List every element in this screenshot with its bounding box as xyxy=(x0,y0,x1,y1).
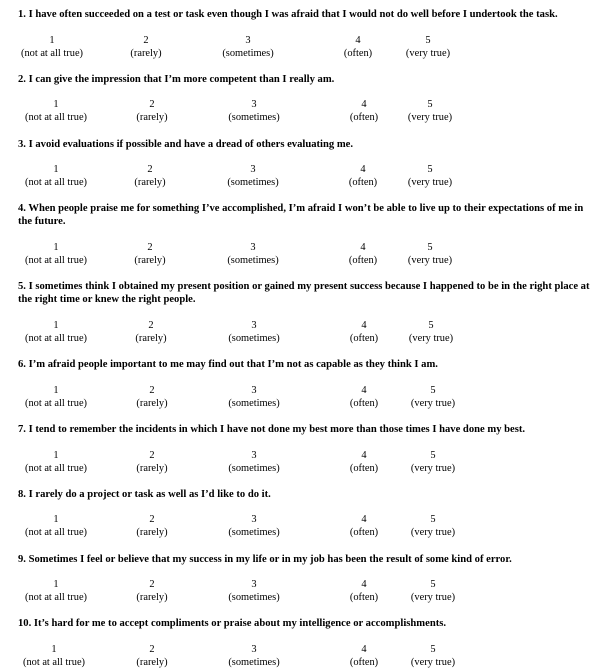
rating-number: 2 xyxy=(147,242,153,253)
question-6: 6. I’m afraid people important to me may find out that I’m not as capable as they think I am. xyxy=(18,359,438,370)
rating-number: 2 xyxy=(147,164,153,175)
rating-label: (not at all true) xyxy=(24,177,88,188)
rating-label: (very true) xyxy=(407,177,453,188)
rating-label: (very true) xyxy=(405,48,451,59)
rating-number: 2 xyxy=(149,385,155,396)
rating-option-4[interactable] xyxy=(350,319,378,345)
rating-option-5[interactable] xyxy=(408,241,452,267)
rating-option-4[interactable] xyxy=(349,163,377,189)
rating-option-5[interactable] xyxy=(411,578,455,604)
rating-scale-6 xyxy=(0,384,607,410)
rating-number: 3 xyxy=(245,35,251,46)
question-8: 8. I rarely do a project or task as well as I’d like to do it. xyxy=(18,489,271,500)
rating-number: 4 xyxy=(361,99,367,110)
rating-number: 3 xyxy=(251,385,257,396)
rating-label: (sometimes) xyxy=(228,592,280,603)
rating-number: 3 xyxy=(251,644,257,655)
rating-label: (sometimes) xyxy=(227,177,279,188)
question-2: 2. I can give the impression that I’m more competent than I really am. xyxy=(18,74,335,85)
rating-number: 3 xyxy=(251,450,257,461)
rating-scale-8 xyxy=(0,513,607,539)
rating-label: (very true) xyxy=(407,255,453,266)
rating-scale-9 xyxy=(0,578,607,604)
rating-number: 4 xyxy=(355,35,361,46)
rating-label: (often) xyxy=(349,592,379,603)
rating-number: 2 xyxy=(149,514,155,525)
rating-scale-1 xyxy=(0,34,607,60)
rating-label: (often) xyxy=(349,657,379,668)
rating-option-5[interactable] xyxy=(406,34,450,60)
rating-number: 4 xyxy=(361,579,367,590)
rating-label: (not at all true) xyxy=(24,398,88,409)
rating-label: (very true) xyxy=(410,592,456,603)
question-3: 3. I avoid evaluations if possible and have a dread of others evaluating me. xyxy=(18,139,354,150)
rating-label: (rarely) xyxy=(136,463,168,474)
rating-option-1[interactable] xyxy=(23,643,85,669)
rating-label: (not at all true) xyxy=(24,255,88,266)
rating-number: 3 xyxy=(251,99,257,110)
rating-option-4[interactable] xyxy=(344,34,372,60)
rating-number: 3 xyxy=(251,320,257,331)
rating-label: (often) xyxy=(348,255,378,266)
rating-label: (often) xyxy=(349,463,379,474)
rating-label: (sometimes) xyxy=(228,112,280,123)
rating-option-1[interactable] xyxy=(25,241,87,267)
rating-label: (very true) xyxy=(410,657,456,668)
rating-option-1[interactable] xyxy=(25,578,87,604)
rating-number: 4 xyxy=(361,320,367,331)
rating-option-3[interactable] xyxy=(228,578,279,604)
rating-option-1[interactable] xyxy=(25,98,87,124)
rating-option-2[interactable] xyxy=(134,163,165,189)
rating-option-1[interactable] xyxy=(25,449,87,475)
rating-option-4[interactable] xyxy=(350,98,378,124)
rating-label: (very true) xyxy=(410,527,456,538)
rating-label: (often) xyxy=(343,48,373,59)
rating-number: 1 xyxy=(53,242,59,253)
rating-option-4[interactable] xyxy=(350,578,378,604)
rating-number: 3 xyxy=(251,579,257,590)
rating-number: 1 xyxy=(53,514,59,525)
rating-label: (not at all true) xyxy=(20,48,84,59)
rating-label: (very true) xyxy=(410,463,456,474)
rating-number: 5 xyxy=(430,644,436,655)
rating-scale-5 xyxy=(0,319,607,345)
rating-option-3[interactable] xyxy=(227,163,278,189)
rating-option-1[interactable] xyxy=(25,513,87,539)
rating-label: (sometimes) xyxy=(228,657,280,668)
rating-option-2[interactable] xyxy=(136,384,167,410)
rating-number: 5 xyxy=(427,242,433,253)
rating-option-3[interactable] xyxy=(228,513,279,539)
rating-label: (not at all true) xyxy=(24,527,88,538)
rating-label: (not at all true) xyxy=(24,112,88,123)
rating-label: (rarely) xyxy=(136,398,168,409)
rating-label: (very true) xyxy=(410,398,456,409)
rating-option-2[interactable] xyxy=(136,449,167,475)
rating-label: (rarely) xyxy=(135,333,167,344)
rating-option-3[interactable] xyxy=(228,319,279,345)
rating-option-4[interactable] xyxy=(350,643,378,669)
rating-label: (very true) xyxy=(407,112,453,123)
rating-number: 2 xyxy=(149,579,155,590)
rating-scale-10 xyxy=(0,643,607,669)
rating-number: 1 xyxy=(53,385,59,396)
rating-number: 1 xyxy=(53,164,59,175)
rating-number: 2 xyxy=(143,35,149,46)
rating-number: 2 xyxy=(149,450,155,461)
rating-number: 4 xyxy=(360,164,366,175)
rating-number: 4 xyxy=(361,644,367,655)
question-5: 5. I sometimes think I obtained my present position or gained my present success because I happened to be in the right place at the right time or knew the right people. xyxy=(18,281,590,305)
rating-option-2[interactable] xyxy=(136,513,167,539)
rating-number: 1 xyxy=(53,579,59,590)
rating-option-5[interactable] xyxy=(409,319,453,345)
rating-number: 1 xyxy=(49,35,55,46)
rating-number: 4 xyxy=(361,514,367,525)
rating-option-4[interactable] xyxy=(350,449,378,475)
rating-option-5[interactable] xyxy=(411,384,455,410)
rating-number: 1 xyxy=(53,320,59,331)
rating-label: (rarely) xyxy=(134,255,166,266)
rating-scale-3 xyxy=(0,163,607,189)
rating-option-1[interactable] xyxy=(25,319,87,345)
rating-label: (rarely) xyxy=(136,657,168,668)
rating-label: (sometimes) xyxy=(228,333,280,344)
rating-number: 1 xyxy=(53,450,59,461)
rating-number: 1 xyxy=(53,99,59,110)
rating-number: 5 xyxy=(430,450,436,461)
rating-number: 2 xyxy=(149,99,155,110)
question-4: 4. When people praise me for something I’ve accomplished, I’m afraid I won’t be able to live up to their expectations of me in the future. xyxy=(18,203,584,227)
rating-label: (often) xyxy=(349,527,379,538)
rating-option-2[interactable] xyxy=(136,578,167,604)
rating-number: 2 xyxy=(148,320,154,331)
rating-option-2[interactable] xyxy=(134,241,165,267)
rating-option-5[interactable] xyxy=(408,98,452,124)
rating-option-3[interactable] xyxy=(228,643,279,669)
rating-option-2[interactable] xyxy=(135,319,166,345)
rating-label: (sometimes) xyxy=(228,527,280,538)
rating-scale-4 xyxy=(0,241,607,267)
rating-label: (sometimes) xyxy=(227,255,279,266)
rating-number: 5 xyxy=(427,164,433,175)
rating-number: 5 xyxy=(427,99,433,110)
rating-label: (often) xyxy=(349,398,379,409)
rating-number: 1 xyxy=(51,644,57,655)
rating-option-1[interactable] xyxy=(25,163,87,189)
rating-option-2[interactable] xyxy=(130,34,161,60)
rating-label: (not at all true) xyxy=(24,592,88,603)
rating-number: 5 xyxy=(430,385,436,396)
rating-option-4[interactable] xyxy=(350,513,378,539)
rating-number: 3 xyxy=(251,514,257,525)
rating-label: (not at all true) xyxy=(24,333,88,344)
rating-label: (rarely) xyxy=(136,592,168,603)
question-1: 1. I have often succeeded on a test or task even though I was afraid that I would not do well before I undertook the task. xyxy=(18,9,558,20)
rating-label: (sometimes) xyxy=(228,463,280,474)
rating-number: 5 xyxy=(430,514,436,525)
rating-scale-2 xyxy=(0,98,607,124)
question-7: 7. I tend to remember the incidents in which I have not done my best more than those times I have done my best. xyxy=(18,424,526,435)
rating-option-3[interactable] xyxy=(228,98,279,124)
rating-scale-7 xyxy=(0,449,607,475)
rating-option-3[interactable] xyxy=(222,34,273,60)
rating-option-1[interactable] xyxy=(21,34,83,60)
rating-option-4[interactable] xyxy=(349,241,377,267)
rating-number: 3 xyxy=(250,164,256,175)
rating-option-5[interactable] xyxy=(411,449,455,475)
rating-option-2[interactable] xyxy=(136,98,167,124)
rating-option-2[interactable] xyxy=(136,643,167,669)
rating-number: 4 xyxy=(361,385,367,396)
rating-label: (rarely) xyxy=(136,112,168,123)
rating-label: (very true) xyxy=(408,333,454,344)
rating-option-3[interactable] xyxy=(228,384,279,410)
rating-label: (not at all true) xyxy=(22,657,86,668)
rating-number: 5 xyxy=(425,35,431,46)
rating-option-5[interactable] xyxy=(411,643,455,669)
rating-label: (rarely) xyxy=(134,177,166,188)
rating-label: (sometimes) xyxy=(222,48,274,59)
rating-option-5[interactable] xyxy=(408,163,452,189)
rating-option-1[interactable] xyxy=(25,384,87,410)
question-10: 10. It’s hard for me to accept compliments or praise about my intelligence or accomplishments. xyxy=(18,618,447,629)
rating-option-5[interactable] xyxy=(411,513,455,539)
rating-option-3[interactable] xyxy=(227,241,278,267)
rating-label: (often) xyxy=(349,112,379,123)
rating-number: 4 xyxy=(361,450,367,461)
rating-number: 2 xyxy=(149,644,155,655)
rating-label: (often) xyxy=(348,177,378,188)
question-9: 9. Sometimes I feel or believe that my success in my life or in my job has been the result of some kind of error. xyxy=(18,554,512,565)
rating-label: (often) xyxy=(349,333,379,344)
rating-number: 5 xyxy=(430,579,436,590)
rating-number: 3 xyxy=(250,242,256,253)
rating-label: (not at all true) xyxy=(24,463,88,474)
rating-option-3[interactable] xyxy=(228,449,279,475)
rating-number: 4 xyxy=(360,242,366,253)
rating-label: (rarely) xyxy=(130,48,162,59)
rating-option-4[interactable] xyxy=(350,384,378,410)
rating-number: 5 xyxy=(428,320,434,331)
rating-label: (rarely) xyxy=(136,527,168,538)
rating-label: (sometimes) xyxy=(228,398,280,409)
